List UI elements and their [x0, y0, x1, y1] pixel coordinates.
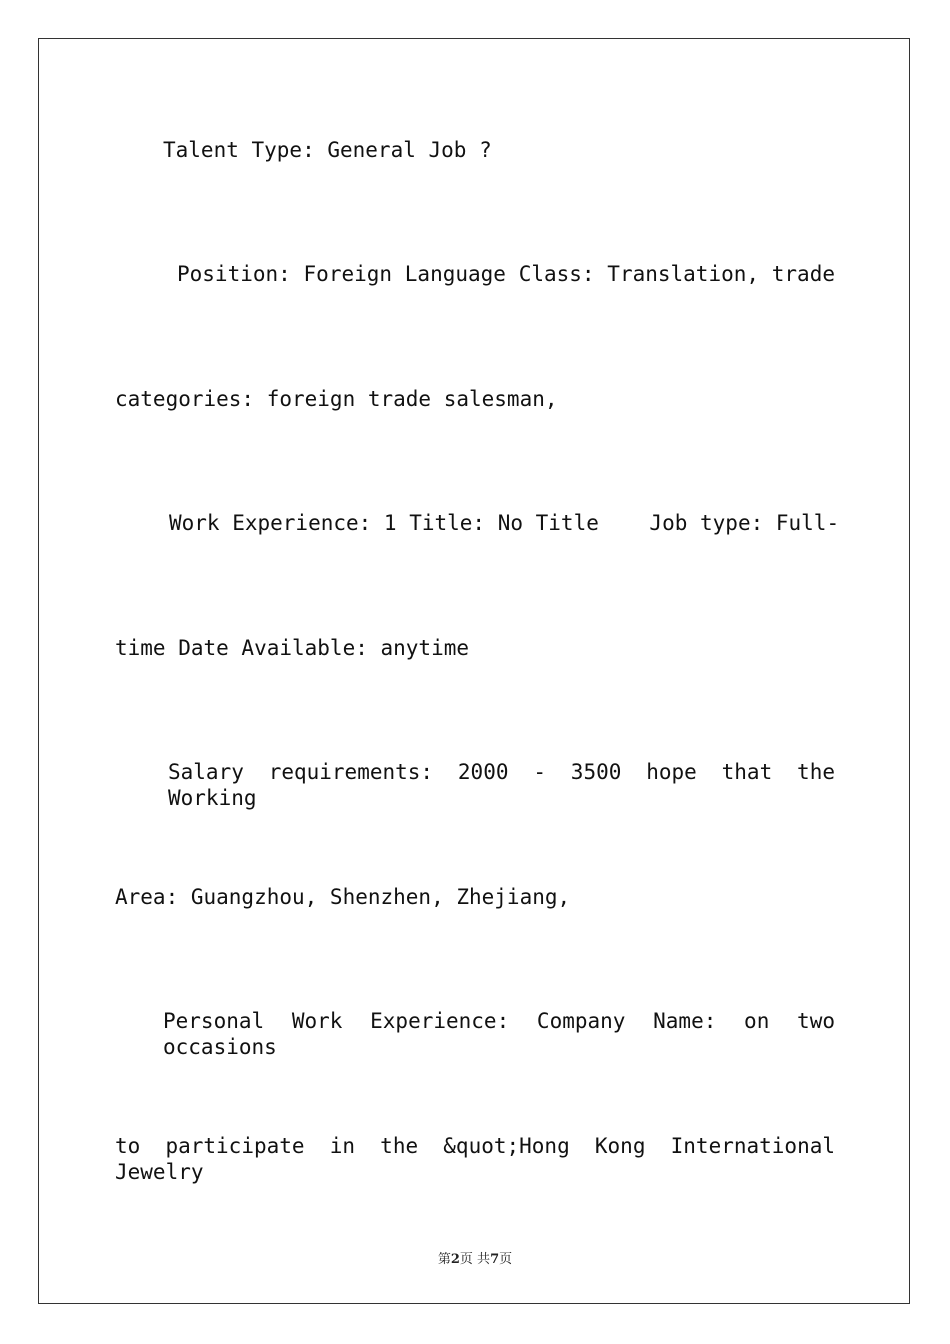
text-line-talent-type: Talent Type: General Job ? — [163, 138, 492, 162]
text-line-date-available: time Date Available: anytime — [115, 636, 470, 660]
text-line-working-area: Area: Guangzhou, Shenzhen, Zhejiang, — [115, 885, 571, 909]
text-line-participate: to participate in the &quot;Hong Kong International Jewelry — [115, 1134, 835, 1184]
page-frame — [38, 38, 910, 1304]
footer-total-pages: 7 — [490, 1252, 500, 1267]
footer-suffix: 页 — [499, 1252, 513, 1267]
page-footer — [0, 1248, 950, 1267]
text-line-work-experience: Work Experience: 1 Title: No Title Job type: Full- — [169, 511, 840, 535]
text-line-salary: Salary requirements: 2000 - 3500 hope that the Working — [168, 760, 835, 810]
footer-prefix: 第 — [437, 1252, 451, 1267]
footer-mid: 页 共 — [459, 1252, 491, 1267]
footer-current-page: 2 — [450, 1252, 460, 1267]
text-line-position: Position: Foreign Language Class: Translation, trade — [177, 262, 835, 286]
text-line-categories: categories: foreign trade salesman, — [115, 387, 558, 411]
text-line-personal-work: Personal Work Experience: Company Name: on two occasions — [163, 1009, 835, 1059]
